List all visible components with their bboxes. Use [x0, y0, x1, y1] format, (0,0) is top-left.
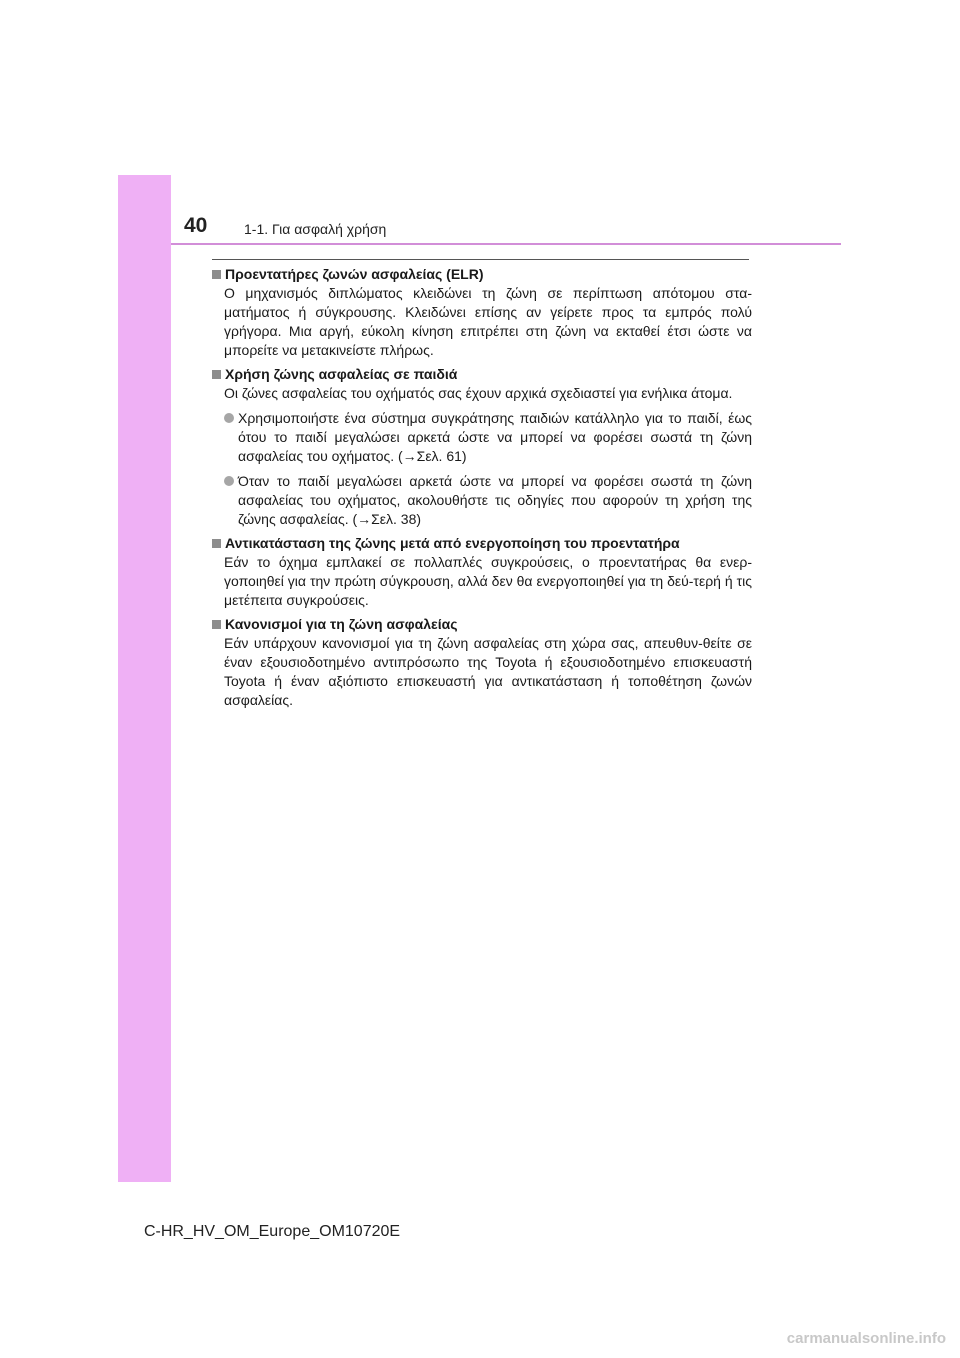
section-children [210, 365, 752, 529]
section-paragraph: Εάν υπάρχουν κανονισμοί για τη ζώνη ασφαλείας στη χώρα σας, απευθυν-θείτε σε έναν εξουσιοδοτημένο αντιπρόσωπο της Toyota ή εξουσιοδοτημένο επισκευαστή Toyota ή έναν αξιόπιστο επισκευαστή για αντικατάσταση ή τοποθέτηση ζωνών ασφαλείας. [224, 635, 752, 708]
section-heading: Κανονισμοί για τη ζώνη ασφαλείας [225, 616, 458, 632]
header-divider [171, 243, 841, 245]
page-number: 40 [184, 214, 208, 237]
square-bullet-icon [212, 620, 221, 629]
square-bullet-icon [212, 539, 221, 548]
section-rule [212, 259, 749, 260]
section-paragraph: Εάν το όχημα εμπλακεί σε πολλαπλές συγκρούσεις, ο προεντατήρας θα ενερ-γοποιηθεί για την πρώτη σύγκρουση, αλλά δεν θα ενεργοποιηθεί για τη δεύ-τερή ή τις μετέπειτα συγκρούσεις. [224, 554, 752, 608]
list-item-text: Όταν το παιδί μεγαλώσει αρκετά ώστε να μπορεί να φορέσει σωστά τη ζώνη ασφαλείας του οχήματος, ακολουθήστε τις οδηγίες που αφορούν τη χρήση της ζώνης ασφαλείας. (→Σελ. 38) [238, 473, 752, 527]
list-item-text: Χρησιμοποιήστε ένα σύστημα συγκράτησης παιδιών κατάλληλο για το παιδί, έως ότου το παιδί μεγαλώσει αρκετά ώστε να μπορεί να φορέσει σωστά τη ζώνη ασφαλείας του οχήματος. (→Σελ. 61) [238, 410, 752, 464]
section-paragraph: Οι ζώνες ασφαλείας του οχήματός σας έχουν αρχικά σχεδιαστεί για ενήλικα άτομα. [224, 385, 733, 401]
section-heading: Προεντατήρες ζωνών ασφαλείας (ELR) [225, 266, 484, 282]
section-heading: Χρήση ζώνης ασφαλείας σε παιδιά [225, 366, 458, 382]
section-elr [210, 265, 752, 360]
watermark: carmanualsonline.info [786, 1330, 946, 1347]
circle-bullet-icon [224, 476, 234, 486]
square-bullet-icon [212, 270, 221, 279]
circle-bullet-icon [224, 413, 234, 423]
list-item [224, 472, 752, 529]
chapter-sidebar-tab [118, 175, 171, 1182]
section-paragraph: Ο μηχανισμός διπλώματος κλειδώνει τη ζώνη σε περίπτωση απότομου στα-ματήματος ή σύγκρουσης. Κλειδώνει επίσης αν γείρετε προς τα εμπρός πολύ γρήγορα. Μια αργή, εύκολη κίνηση επιτρέπει στη ζώνη να εκταθεί έτσι ώστε να μπορείτε να μετακινείστε πλήρως. [224, 285, 752, 358]
document-code: C-HR_HV_OM_Europe_OM10720E [143, 1223, 401, 1240]
chapter-title: 1-1. Για ασφαλή χρήση [244, 221, 387, 237]
square-bullet-icon [212, 370, 221, 379]
section-regulations [210, 615, 752, 710]
page-content [210, 265, 752, 715]
section-replacement [210, 534, 752, 610]
list-item [224, 409, 752, 466]
section-heading: Αντικατάσταση της ζώνης μετά από ενεργοποίηση του προεντατήρα [225, 535, 680, 551]
